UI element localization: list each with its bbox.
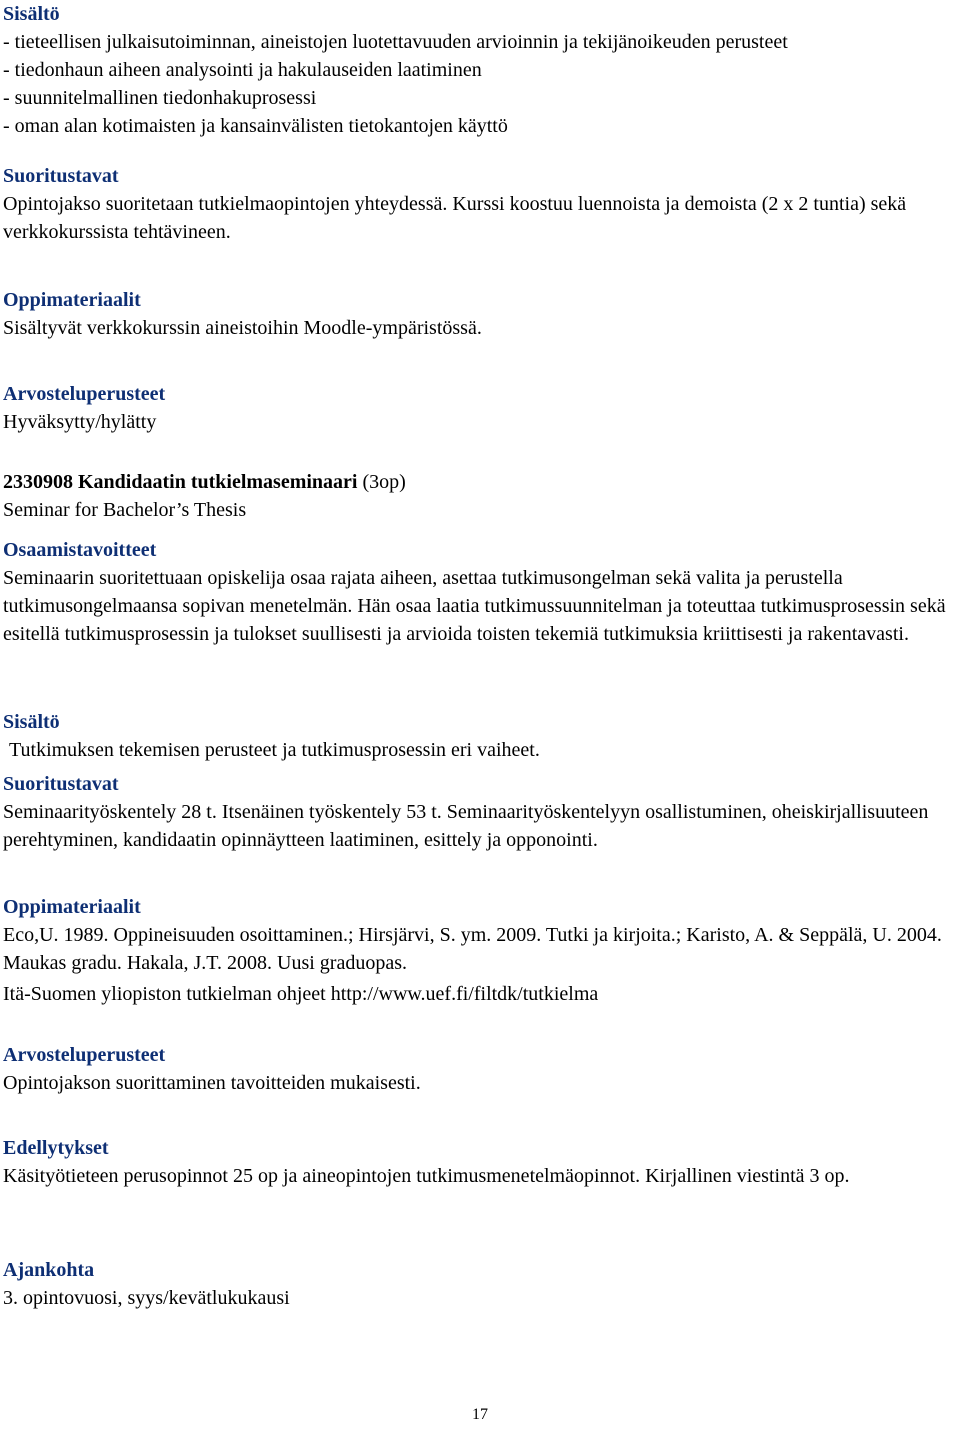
section-text: Tutkimuksen tekemisen perusteet ja tutkimusprosessin eri vaiheet.: [9, 739, 540, 761]
section-text: Seminaarin suoritettuaan opiskelija osaa rajata aiheen, asettaa tutkimusongelman sekä valita ja perustella tutkimusongelmaansa sopivan menetelmän. Hän osaa laatia tutkimussuunnitelman ja toteuttaa tutkimusprosessin sekä esitellä tutkimusprosessin ja tulokset suullisesti ja arvioida toisten tekemiä tutkimuksia kriittisesti ja rakentavasti.: [3, 567, 946, 645]
section-text-link: Itä-Suomen yliopiston tutkielman ohjeet http://www.uef.fi/filtdk/tutkielma: [3, 983, 599, 1005]
section-text: Sisältyvät verkkokurssin aineistoihin Moodle-ympäristössä.: [3, 317, 482, 339]
section-heading: Sisältö: [3, 3, 60, 25]
section-heading: Oppimateriaalit: [3, 896, 141, 918]
course-header: [3, 468, 958, 524]
list-item: - oman alan kotimaisten ja kansainvälisten tietokantojen käyttö: [3, 115, 508, 137]
section-ajankohta: [3, 1256, 958, 1312]
course-english-title: Seminar for Bachelor’s Thesis: [3, 499, 247, 521]
section-text: 3. opintovuosi, syys/kevätlukukausi: [3, 1287, 290, 1309]
section-heading: Suoritustavat: [3, 773, 119, 795]
section-text: Hyväksytty/hylätty: [3, 411, 157, 433]
section-heading: Sisältö: [3, 711, 60, 733]
section-heading: Suoritustavat: [3, 165, 119, 187]
section-text: Opintojakson suorittaminen tavoitteiden mukaisesti.: [3, 1072, 421, 1094]
section-heading: Osaamistavoitteet: [3, 539, 157, 561]
page-number: 17: [472, 1406, 488, 1423]
course-credits: (3op): [362, 471, 406, 493]
section-arvosteluperusteet-2: [3, 1041, 958, 1097]
section-heading: Arvosteluperusteet: [3, 383, 166, 405]
section-heading: Ajankohta: [3, 1259, 95, 1281]
section-edellytykset: [3, 1134, 958, 1190]
course-title: Kandidaatin tutkielmaseminaari: [78, 471, 358, 493]
section-sisalto-2: [3, 708, 958, 764]
list-item: - tieteellisen julkaisutoiminnan, aineistojen luotettavuuden arvioinnin ja tekijänoikeuden perusteet: [3, 31, 788, 53]
list-item: - tiedonhaun aiheen analysointi ja hakulauseiden laatiminen: [3, 59, 482, 81]
section-osaamistavoitteet: [3, 536, 958, 648]
section-text: Käsityötieteen perusopinnot 25 op ja aineopintojen tutkimusmenetelmäopinnot. Kirjallinen viestintä 3 op.: [3, 1165, 850, 1187]
section-sisalto-1: [3, 0, 958, 140]
list-item: - suunnitelmallinen tiedonhakuprosessi: [3, 87, 317, 109]
section-heading: Oppimateriaalit: [3, 289, 141, 311]
section-heading: Edellytykset: [3, 1137, 109, 1159]
section-text: Opintojakso suoritetaan tutkielmaopintojen yhteydessä. Kurssi koostuu luennoista ja demoista (2 x 2 tuntia) sekä verkkokurssista tehtävineen.: [3, 193, 907, 243]
course-code: 2330908: [3, 471, 73, 493]
section-suoritustavat-2: [3, 770, 958, 854]
section-heading: Arvosteluperusteet: [3, 1044, 166, 1066]
section-arvosteluperusteet-1: [3, 380, 958, 436]
section-suoritustavat-1: [3, 162, 958, 246]
section-oppimateriaalit-1: [3, 286, 958, 342]
section-text: Eco,U. 1989. Oppineisuuden osoittaminen.; Hirsjärvi, S. ym. 2009. Tutki ja kirjoita.; Karisto, A. & Seppälä, U. 2004. Maukas gradu. Hakala, J.T. 2008. Uusi graduopas.: [3, 924, 942, 974]
course-title-line: [3, 468, 958, 496]
section-oppimateriaalit-2: [3, 893, 958, 1008]
section-text: Seminaarityöskentely 28 t. Itsenäinen työskentely 53 t. Seminaarityöskentelyyn osallistuminen, oheiskirjallisuuteen perehtyminen, kandidaatin opinnäytteen laatiminen, esittely ja opponointi.: [3, 801, 929, 851]
